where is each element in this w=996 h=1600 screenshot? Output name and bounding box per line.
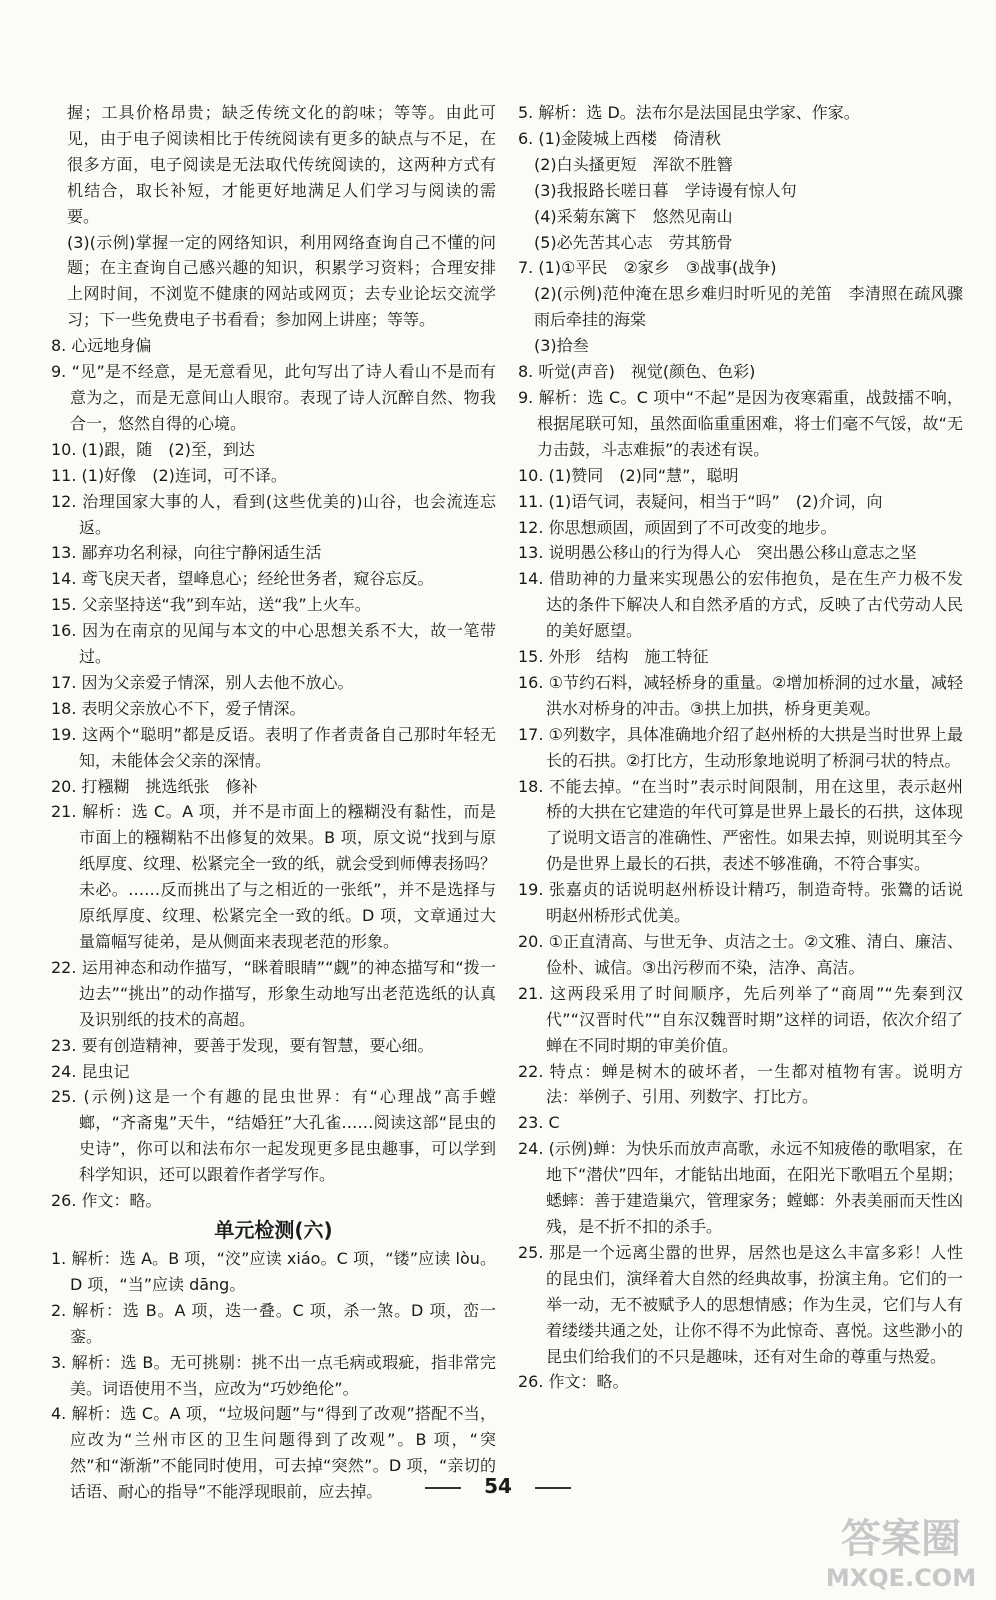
left-column (51, 100, 496, 1505)
answer-b17: 17. ①列数字，具体准确地介绍了赵州桥的大拱是当时世界上最长的石拱。②打比方，生动形象地说明了桥洞弓状的特点。 (518, 724, 963, 770)
answer-b24: 24. (示例)蝉：为快乐而放声高歌，永远不知疲倦的歌唱家，在地下“潜伏”四年，才能钻出地面，在阳光下歌唱五个星期；蟋蟀：善于建造巢穴，管理家务；螳螂：外表美丽而天性凶残，是不折不扣的杀手。 (518, 1139, 963, 1236)
answer-a16: 16. 因为在南京的见闻与本文的中心思想关系不大，故一笔带过。 (51, 621, 496, 667)
answer-a18: 18. 表明父亲放心不下，爱子情深。 (51, 698, 306, 718)
answer-a22: 22. 运用神态和动作描写，“眯着眼睛”“觑”的神态描写和“拨一边去”“挑出”的动作描写，形象生动地写出老范选纸的认真及识别纸的技术的高超。 (51, 957, 496, 1029)
answer-b6e: (5)必先苦其心志 劳其筋骨 (534, 232, 733, 252)
section-heading: 单元检测(六) (214, 1217, 333, 1242)
answer-a9: 9. “见”是不经意，是无意看见，此句写出了诗人看山不是而有意为之，而是无意间山人眼帘。表现了诗人沉醉自然、物我合一，悠然自得的心境。 (51, 362, 496, 433)
watermark-logo (813, 1502, 988, 1594)
answer-a10: 10. (1)跟，随 (2)至，到达 (51, 439, 255, 459)
answer-a23: 23. 要有创造精神，要善于发现，要有智慧，要心细。 (51, 1035, 434, 1055)
answer-b7b: (2)(示例)范仲淹在思乡难归时听见的羌笛 李清照在疏风骤雨后牵挂的海棠 (534, 284, 963, 330)
answer-b6d: (4)采菊东篱下 悠然见南山 (534, 206, 733, 226)
answer-a21: 21. 解析：选 C。A 项，并不是市面上的糨糊没有黏性，而是市面上的糨糊粘不出修复的效果。B 项，原文说“找到与原纸厚度、纹理、松紧完全一致的纸，就会受到师傅表扬吗？未必。……反而挑出了与之相近的一张纸”，并不是选择与原纸厚度、纹理、松紧完全一致的纸。D 项，文章通过大量篇幅写徒弟，是从侧面来表现老范的形象。 (51, 802, 496, 951)
answer-b4: 4. 解析：选 C。A 项，“垃圾问题”与“得到了改观”搭配不当，应改为“兰州市区的卫生问题得到了改观”。B 项，“突然”和“渐渐”不能同时使用，可去掉“突然”。D 项，“亲切的话语、耐心的指导”不能浮现眼前，应去掉。 (51, 1404, 496, 1502)
page-number: 54 (484, 1474, 512, 1498)
footer-dash-left (425, 1487, 461, 1489)
answer-a26: 26. 作文：略。 (51, 1191, 162, 1211)
answer-b9: 9. 解析：选 C。C 项中“不起”是因为夜寒霜重，战鼓擂不响，根据尾联可知，虽然面临重重困难，将士们毫不气馁，故“无力击鼓，斗志难振”的表述有误。 (518, 387, 963, 459)
answer-b11: 11. (1)语气词，表疑问，相当于“吗” (2)介词，向 (518, 491, 883, 511)
footer-dash-right (535, 1487, 571, 1489)
answer-a25: 25. (示例)这是一个有趣的昆虫世界：有“心理战”高手螳螂，“齐斋鬼”天牛，“结婚狂”大孔雀……阅读这部“昆虫的史诗”，你可以和法布尔一起发现更多昆虫趣事，可以学到科学知识，还可以跟着作者学写作。 (51, 1087, 496, 1185)
watermark-top: 答案圈 (841, 1516, 961, 1562)
answer-a8: 8. 心远地身偏 (51, 336, 152, 356)
answer-b15: 15. 外形 结构 施工特征 (518, 647, 709, 667)
answer-a13: 13. 鄙弃功名利禄，向往宁静闲适生活 (51, 543, 322, 563)
watermark-bottom: MXQE.COM (825, 1564, 977, 1592)
answer-b8: 8. 听觉(声音) 视觉(颜色、色彩) (518, 362, 756, 382)
right-column (518, 100, 963, 1395)
answer-b6: 6. (1)金陵城上西楼 倚清秋 (518, 128, 722, 148)
answer-a17: 17. 因为父亲爱子情深，别人去他不放心。 (51, 672, 354, 692)
answer-b23: 23. C (518, 1113, 560, 1133)
answer-b16: 16. ①节约石料，减轻桥身的重量。②增加桥洞的过水量，减轻洪水对桥身的冲击。③拱上加拱，桥身更美观。 (518, 672, 963, 718)
answer-a24: 24. 昆虫记 (51, 1061, 130, 1081)
answer-a19: 19. 这两个“聪明”都是反语。表明了作者责备自己那时年轻无知，未能体会父亲的深情。 (51, 724, 496, 770)
answer-cont1: 握；工具价格昂贵；缺乏传统文化的韵味；等等。由此可见，由于电子阅读相比于传统阅读有更多的缺点与不足，在很多方面，电子阅读是无法取代传统阅读的，这两种方式有机结合，取长补短，才能更好地满足人们学习与阅读的需要。 (67, 103, 496, 226)
answer-a14: 14. 鸢飞戾天者，望峰息心；经纶世务者，窥谷忘反。 (51, 569, 434, 589)
answer-b12: 12. 你思想顽固，顽固到了不可改变的地步。 (518, 517, 837, 537)
answer-a11: 11. (1)好像 (2)连词，可不译。 (51, 465, 287, 485)
answer-b18: 18. 不能去掉。“在当时”表示时间限制，用在这里，表示赵州桥的大拱在它建造的年代可算是世界上最长的石拱，这体现了说明文语言的准确性、严密性。如果去掉，则说明其至今仍是世界上最长的石拱，表述不够准确，不符合事实。 (518, 776, 963, 874)
answer-b10: 10. (1)赞同 (2)同“慧”，聪明 (518, 465, 739, 485)
answer-b14: 14. 借助神的力量来实现愚公的宏伟抱负，是在生产力极不发达的条件下解决人和自然矛盾的方式，反映了古代劳动人民的美好愿望。 (518, 569, 963, 641)
answer-b25: 25. 那是一个远离尘嚣的世界，居然也是这么丰富多彩！人性的昆虫们，演绎着大自然的经典故事，扮演主角。它们的一举一动，无不被赋予人的思想情感；作为生灵，它们与人有着缕缕共通之处，让你不得不为此惊奇、喜悦。这些渺小的昆虫们给我们的不只是趣味，还有对生命的尊重与热爱。 (518, 1242, 963, 1366)
page-footer (0, 1474, 996, 1498)
answer-b26: 26. 作文：略。 (518, 1372, 629, 1392)
answer-b13: 13. 说明愚公移山的行为得人心 突出愚公移山意志之坚 (518, 543, 917, 563)
answer-b1: 1. 解析：选 A。B 项，“洨”应读 xiáo。C 项，“镂”应读 lòu。D 项，“当”应读 dāng。 (51, 1248, 496, 1294)
answer-b7c: (3)拾叁 (534, 336, 589, 356)
answer-b22: 22. 特点：蝉是树木的破坏者，一生都对植物有害。说明方法：举例子、引用、列数字、打比方。 (518, 1061, 963, 1107)
answer-b2: 2. 解析：选 B。A 项，迭一叠。C 项，杀一煞。D 项，峦一銮。 (51, 1300, 496, 1346)
answer-a15: 15. 父亲坚持送“我”到车站，送“我”上火车。 (51, 595, 371, 615)
answer-b3: 3. 解析：选 B。无可挑剔：挑不出一点毛病或瑕疵，指非常完美。词语使用不当，应改为“巧妙绝伦”。 (51, 1352, 496, 1398)
answer-a20: 20. 打糨糊 挑选纸张 修补 (51, 776, 258, 796)
answer-b19: 19. 张嘉贞的话说明赵州桥设计精巧，制造奇特。张鷟的话说明赵州桥形式优美。 (518, 880, 963, 926)
answer-b5: 5. 解析：选 D。法布尔是法国昆虫学家、作家。 (518, 103, 860, 122)
answer-b7: 7. (1)①平民 ②家乡 ③战事(战争) (518, 258, 777, 278)
answer-cont2: (3)(示例)掌握一定的网络知识，利用网络查询自己不懂的问题；在主查询自己感兴趣的知识，积累学习资料；合理安排上网时间，不浏览不健康的网站或网页；去专业论坛交流学习；下一些免费电子书看看；参加网上讲座；等等。 (67, 232, 496, 330)
answer-b20: 20. ①正直清高、与世无争、贞洁之士。②文雅、清白、廉洁、俭朴、诚信。③出污秽而不染，洁净、高洁。 (518, 932, 963, 977)
answer-b21: 21. 这两段采用了时间顺序，先后列举了“商周”“先秦到汉代”“汉晋时代”“自东汉魏晋时期”这样的词语，依次介绍了蝉在不同时期的审美价值。 (518, 983, 963, 1055)
answer-b6c: (3)我报路长嗟日暮 学诗谩有惊人句 (534, 180, 797, 200)
answer-b6b: (2)白头搔更短 浑欲不胜簪 (534, 154, 733, 174)
answer-a12: 12. 治理国家大事的人，看到(这些优美的)山谷，也会流连忘返。 (51, 491, 496, 537)
